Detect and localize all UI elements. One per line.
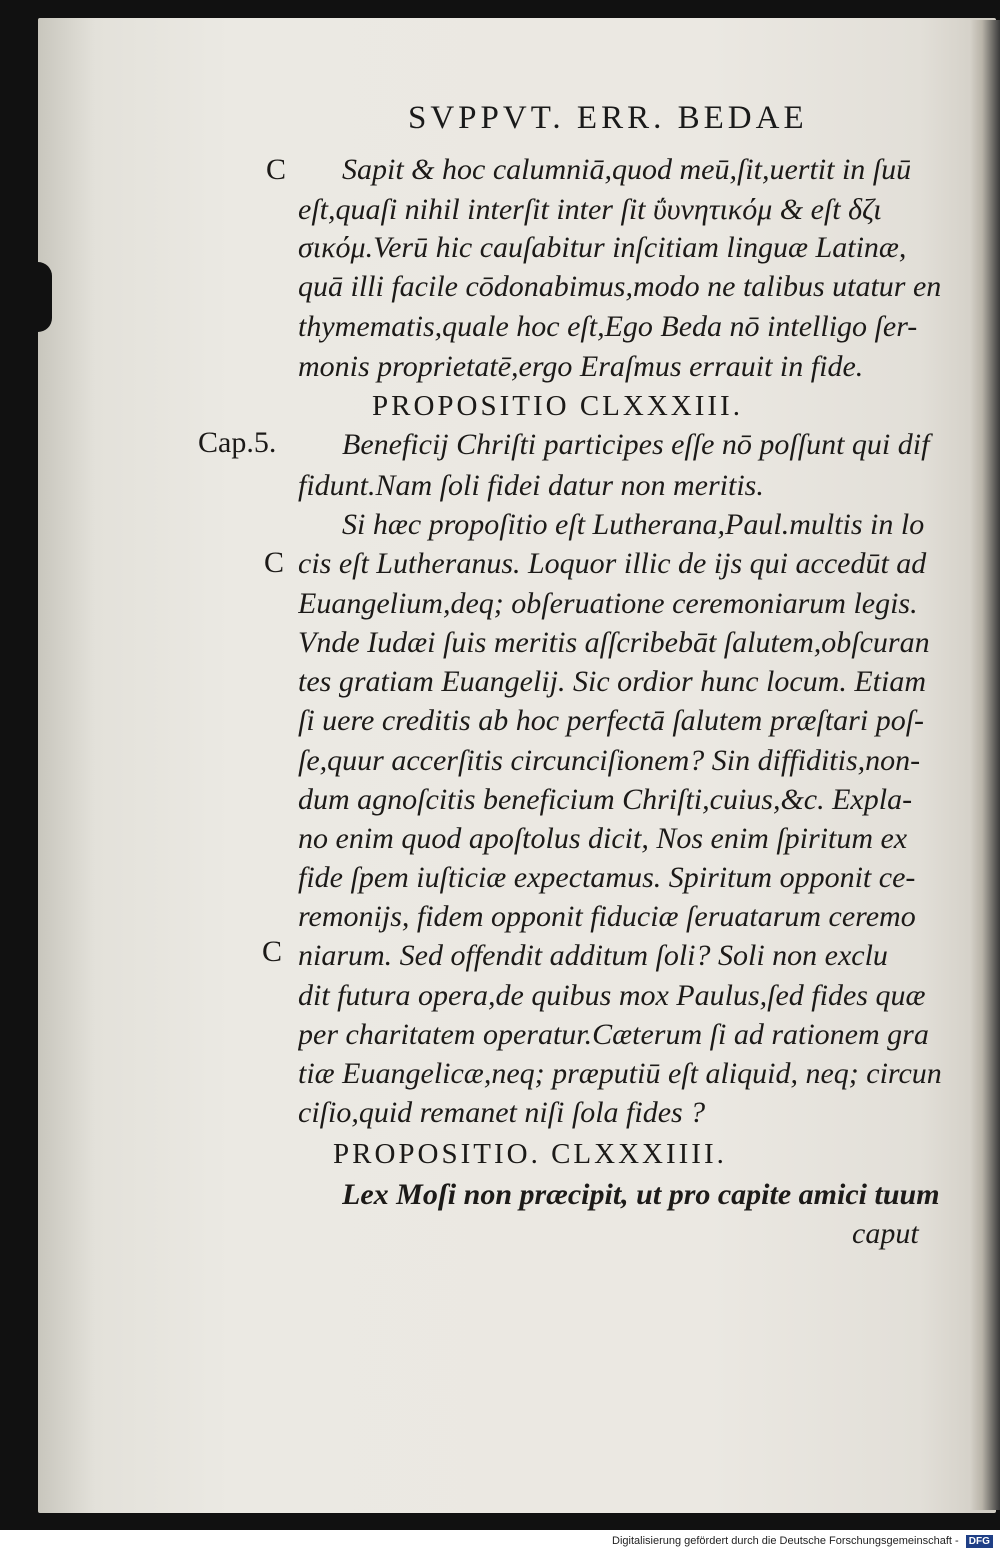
text-line: dum agnoſcitis beneficium Chriſti,cuius,&c. Expla- — [298, 783, 913, 816]
catchword: caput — [852, 1217, 919, 1250]
page-gutter-shadow — [970, 20, 1000, 1510]
margin-note: C — [262, 935, 283, 968]
text-line: no enim quod apoſtolus dicit, Nos enim ſpiritum ex — [298, 822, 908, 855]
text-line: σικόμ.Verū hic cauſabitur inſcitiam linguæ Latinæ, — [298, 231, 907, 264]
margin-note-chapter: Cap.5. — [198, 426, 277, 459]
text-line: tiæ Euangelicæ,neq; præputiū eſt aliquid, neq; circun — [298, 1057, 942, 1090]
text-line: monis proprietatē,ergo Eraſmus errauit in fide. — [298, 350, 864, 383]
text-line: ſi uere creditis ab hoc perfectā ſalutem præſtari poſ- — [298, 704, 925, 737]
text-line: dit futura opera,de quibus mox Paulus,ſed fides quæ — [298, 979, 926, 1012]
margin-note: C — [266, 153, 287, 186]
text-line: remonijs, fidem opponit fiduciæ ſeruatarum ceremo — [298, 900, 916, 933]
text-line: Si hæc propoſitio eſt Lutherana,Paul.multis in lo — [342, 508, 925, 541]
text-line: ſe,quur accerſitis circunciſionem? Sin diffiditis,non- — [298, 744, 921, 777]
dfg-logo: DFG — [966, 1535, 993, 1548]
page-edge-damage — [30, 262, 52, 332]
text-line: Lex Moſi non præcipit, ut pro capite amici tuum — [342, 1178, 940, 1211]
digitization-credit — [612, 1532, 1000, 1550]
margin-note: C — [264, 546, 285, 579]
text-line: Euangelium,deq; obſeruatione ceremoniarum legis. — [298, 587, 918, 620]
text-line: fidunt.Nam ſoli fidei datur non meritis. — [298, 469, 764, 502]
text-line: Vnde Iudæi ſuis meritis aſſcribebāt ſalutem,obſcuran — [298, 626, 930, 659]
text-line: per charitatem operatur.Cæterum ſi ad rationem gra — [298, 1018, 929, 1051]
text-line: Sapit & hoc calumniā,quod meū,ſit,uertit in ſuū — [342, 153, 912, 186]
text-line: ciſio,quid remanet niſi ſola fides ? — [298, 1096, 706, 1129]
section-heading: PROPOSITIO. CLXXXIIII. — [333, 1138, 727, 1170]
text-line: niarum. Sed offendit additum ſoli? Soli non exclu — [298, 939, 888, 972]
text-line: fide ſpem iuſticiæ expectamus. Spiritum opponit ce- — [298, 861, 916, 894]
text-line: eſt,quaſi nihil interſit inter ſit ΰυνητικόμ & eſt δζι — [298, 193, 882, 226]
text-line: quā illi facile cōdonabimus,modo ne talibus utatur en — [298, 270, 942, 303]
text-line: cis eſt Lutheranus. Loquor illic de ijs qui accedūt ad — [298, 547, 927, 580]
credit-text: Digitalisierung gefördert durch die Deutsche Forschungsgemeinschaft - — [612, 1535, 959, 1547]
section-heading: PROPOSITIO CLXXXIII. — [372, 390, 743, 422]
running-header: SVPPVT. ERR. BEDAE — [408, 100, 808, 136]
text-line: thymematis,quale hoc eſt,Ego Beda nō intelligo ſer- — [298, 310, 918, 343]
text-line: tes gratiam Euangelij. Sic ordior hunc locum. Etiam — [298, 665, 926, 698]
text-line: Beneficij Chriſti participes eſſe nō poſſunt qui dif — [342, 428, 930, 461]
